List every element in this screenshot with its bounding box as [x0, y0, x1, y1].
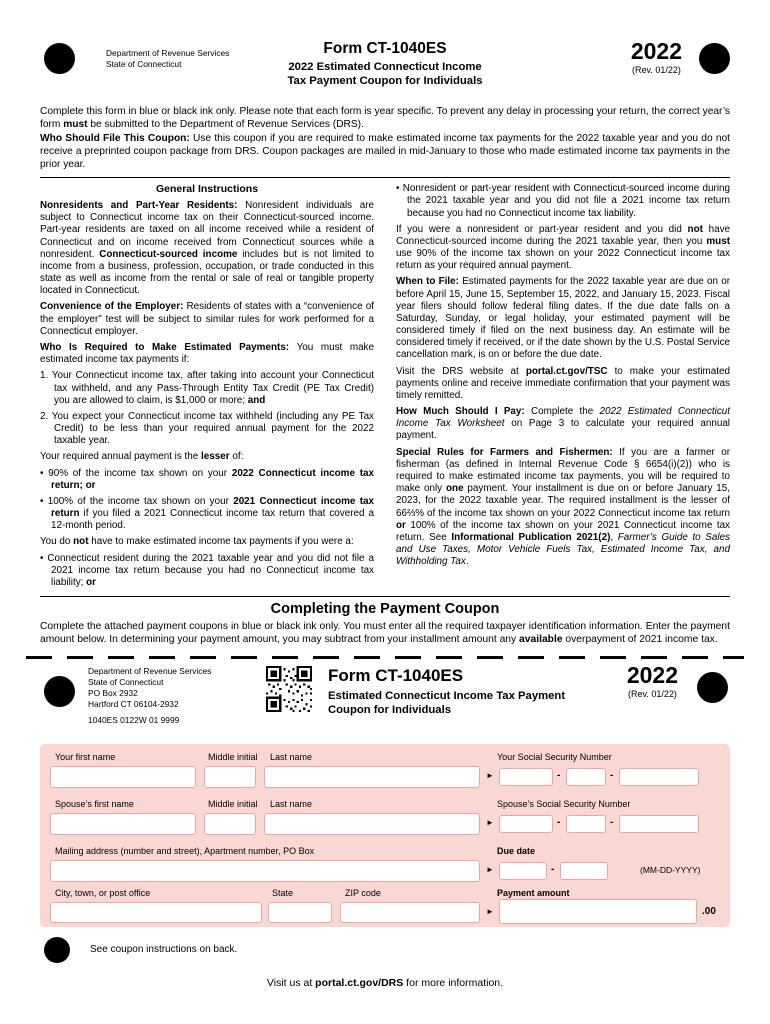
text-segment: and: [247, 394, 266, 406]
text-segment: Use this coupon if you are required to make estimated income tax payments for the 2022 taxable year and you do not receive a preprinted coupon package from DRS. Coupon packages are mailed in mid-January to those who made estimated income tax payments in the prior year.: [40, 133, 730, 170]
right-column-text: [396, 183, 730, 568]
last-name-label: Last name: [270, 799, 313, 810]
coupon-note: [0, 937, 770, 967]
coupon-subtitle: Coupon for Individuals: [328, 704, 452, 717]
text-segment: Special Rules for Farmers and Fishermen:: [396, 446, 620, 458]
payment-amount-label: Payment amount: [497, 888, 570, 899]
paragraph: [396, 406, 730, 443]
paragraph: [396, 447, 730, 569]
left-column: [40, 183, 374, 593]
text-segment: 1. Your Connecticut income tax, after taking into account your Connecticut tax withheld, and any Pass-Through Entity Tax Credit (PE Tax Credit) you are allowed to claim, is $1,000 or more;: [40, 370, 374, 406]
form-header: [0, 40, 770, 100]
text-segment: for more information.: [403, 977, 504, 990]
due-date-input-1[interactable]: [499, 862, 547, 880]
revision-date: (Rev. 01/22): [627, 689, 677, 700]
year-block: [627, 664, 678, 699]
completing-section: [0, 601, 770, 647]
text-segment: overpayment of 2021 income tax.: [562, 634, 718, 646]
revision-date: (Rev. 01/22): [631, 65, 681, 75]
agency-line: Department of Revenue Services: [88, 666, 212, 677]
text-segment: Farmer’s Guide to Sales and Use Taxes, Motor Vehicle Fuels Tax, Estimated Income Tax, and Withholding Tax: [396, 531, 730, 568]
intro-paragraph: [40, 133, 730, 171]
text-segment: to make your estimated payments online and receive immediate confirmation that your payment was timely remitted.: [396, 365, 730, 401]
mailing-address-label: Mailing address (number and street), Apartment number, PO Box: [55, 846, 315, 857]
last-name-label: Last name: [270, 752, 313, 763]
tax-year: 2022: [630, 38, 682, 64]
paragraph: [40, 342, 374, 366]
text-segment: You must make estimated income tax payments if:: [40, 342, 374, 366]
dash-separator: -: [551, 864, 555, 876]
payment-amount-input[interactable]: [499, 899, 697, 924]
text-segment: Complete the attached payment coupons in blue or black ink only. You must enter all the required taxpayer identification information. Enter the payment amount below. In determining your payment amount, you may subtract from your installment amount any: [40, 621, 730, 646]
form-subtitle: 2022 Estimated Connecticut Income: [288, 61, 482, 73]
text-segment: If you were a nonresident or part-year resident and you did: [396, 223, 688, 235]
text-segment: lesser: [201, 451, 230, 463]
dash-separator: -: [557, 770, 561, 782]
text-segment: You do: [40, 536, 74, 548]
cents-suffix: .00: [702, 906, 716, 918]
intro-paragraph: [40, 106, 730, 131]
text-segment: 2022 Connecticut income tax return; or: [51, 467, 374, 491]
text-segment: • Nonresident or part-year resident with Connecticut-sourced income during the 2021 taxable year and you did not file a 2021 income tax return because you had no Connecticut income tax liability.: [396, 183, 730, 219]
paragraph: [396, 366, 730, 403]
agency-line: Department of Revenue Services: [106, 48, 230, 58]
due-date-format-hint: (MM-DD-YYYY): [640, 865, 701, 876]
spouse-first-name-input[interactable]: [50, 813, 196, 835]
middle-initial-input[interactable]: [204, 766, 256, 788]
text-segment: includes but is not limited to income from a business, profession, occupation, or trade conducted in this state as well as income from the rental or sale of real or tangible property located in Connecticut.: [40, 248, 374, 297]
paragraph: [396, 276, 730, 361]
right-column: [396, 183, 730, 593]
state-label: State: [272, 888, 294, 899]
ssn-input-1[interactable]: [499, 768, 553, 786]
text-segment: Nonresident individuals are subject to Connecticut income tax on their Connecticut-sourced income. Part-year residents are taxed on all income received while a resident of Connecticut and on income received from Connecticut sources while a nonresident.: [40, 200, 374, 260]
text-segment: have to make estimated income tax payments if you were a:: [88, 536, 354, 548]
text-segment: or: [86, 576, 96, 588]
form-subtitle: Tax Payment Coupon for Individuals: [287, 75, 483, 88]
zip-code-label: ZIP code: [345, 888, 381, 899]
middle-initial-label: Middle initial: [208, 799, 258, 810]
text-segment: Complete the: [530, 406, 600, 418]
middle-initial-label: Middle initial: [208, 752, 258, 763]
text-segment: Nonresidents and Part-Year Residents:: [40, 200, 246, 212]
spouse-ssn-input-2[interactable]: [566, 815, 606, 833]
spouse-last-name-input[interactable]: [264, 813, 480, 835]
section-title: General Instructions: [155, 183, 259, 196]
footer-text: [0, 977, 770, 989]
first-name-input[interactable]: [50, 766, 196, 788]
dash-separator: -: [610, 817, 614, 829]
text-segment: Complete this form in blue or black ink only. Please note that each form is year specific. To prevent any delay in processing your return, the correct year’s form: [40, 106, 730, 130]
paragraph: [40, 496, 374, 533]
spouse-ssn-label: Spouse’s Social Security Number: [497, 799, 631, 810]
agency-line: State of Connecticut: [88, 676, 164, 687]
paragraph: [40, 370, 374, 407]
paragraph: [40, 536, 374, 548]
ssn-label: Your Social Security Number: [497, 752, 612, 763]
text-segment: Connecticut-sourced income: [99, 248, 238, 260]
coupon-instructions-note: See coupon instructions on back.: [90, 944, 238, 956]
text-segment: Who Should File This Coupon:: [40, 133, 190, 145]
agency-block: [106, 48, 229, 70]
text-segment: 2022 Estimated Connecticut Income Tax Worksheet: [396, 406, 730, 430]
registration-mark-icon: [697, 672, 728, 703]
cut-line: [26, 656, 744, 659]
text-segment: ,: [610, 531, 618, 543]
agency-line: Hartford CT 06104-2932: [88, 698, 179, 709]
city-label: City, town, or post office: [55, 888, 151, 899]
spouse-middle-initial-input[interactable]: [204, 813, 256, 835]
text-segment: must: [706, 235, 730, 247]
text-segment: portal.ct.gov/TSC: [525, 365, 608, 377]
paragraph: [396, 183, 730, 220]
form-code-line: 1040ES 0122W 01 9999: [88, 714, 180, 725]
agency-line: State of Connecticut: [106, 58, 182, 69]
coupon-title-block: [328, 666, 565, 717]
registration-mark-icon: [699, 43, 730, 74]
year-block: [631, 40, 682, 75]
paragraph: [40, 200, 374, 297]
text-segment: Informational Publication 2021(2): [451, 531, 611, 543]
mailing-address-input[interactable]: [50, 860, 480, 882]
form-title-block: [225, 40, 545, 88]
paragraph: [40, 301, 374, 338]
ssn-input-3[interactable]: [619, 768, 699, 786]
paragraph: [40, 468, 374, 492]
text-segment: have Connecticut-sourced income during the 2021 taxable year, then you: [396, 223, 730, 247]
text-segment: if you filed a 2021 Connecticut income tax return that covered a 12-month period.: [51, 508, 374, 532]
qr-code-icon: [266, 666, 312, 712]
text-segment: When to File:: [396, 276, 463, 288]
text-segment: Your required annual payment is the: [40, 451, 202, 463]
section-title: Completing the Payment Coupon: [270, 601, 500, 618]
text-segment: • 100% of the income tax shown on your: [40, 495, 234, 507]
city-input[interactable]: [50, 902, 262, 923]
ssn-input-2[interactable]: [566, 768, 606, 786]
arrow-icon: ►: [486, 907, 494, 917]
text-segment: payment. Your installment is due on or before January 15, 2023, for the 2022 taxable year. The required installment is the lesser of 66⅔% of the income tax shown on your 2022 Connecticut income tax return: [396, 483, 730, 519]
paragraph: [40, 451, 374, 463]
coupon-field-area: [40, 744, 730, 927]
text-segment: Visit the DRS website at: [396, 365, 526, 377]
paragraph: [396, 224, 730, 273]
general-instructions-section: [40, 183, 730, 593]
text-segment: 2021 Connecticut income tax return: [51, 495, 374, 520]
text-segment: How Much Should I Pay:: [396, 406, 531, 418]
text-segment: • Connecticut resident during the 2021 taxable year and you did not file a 2021 income tax return because you had no Connecticut income tax liability;: [40, 552, 374, 588]
paragraph: [40, 411, 374, 448]
text-segment: use 90% of the income tax shown on your 2022 Connecticut income tax return as your required annual payment.: [396, 248, 730, 272]
arrow-icon: ►: [486, 865, 494, 875]
first-name-label: Your first name: [55, 752, 116, 763]
text-segment: be submitted to the Department of Revenue Services (DRS).: [87, 118, 364, 130]
due-date-label: Due date: [497, 846, 536, 857]
text-segment: Estimated payments for the 2022 taxable year are due on or before April 15, June 15, September 15, 2022, and January 15, 2023. Fiscal year filers should follow federal filing dates. If the due date falls on a Saturday, Sunday, or legal holiday, your estimated payment will be considered timely if filed on the next business day. An estimate will be considered timely if received, or if the date shown by the U.S. Postal Service cancellation mark, is on or before the due date.: [396, 276, 730, 361]
dash-separator: -: [610, 770, 614, 782]
spouse-ssn-input-3[interactable]: [619, 815, 699, 833]
text-segment: Who Is Required to Make Estimated Payments:: [40, 342, 297, 353]
divider: [40, 596, 730, 597]
spouse-ssn-input-1[interactable]: [499, 815, 553, 833]
text-segment: .: [465, 556, 469, 568]
coupon-title: Form CT-1040ES: [328, 666, 464, 686]
due-date-input-2[interactable]: [560, 862, 608, 880]
left-column-text: [40, 200, 374, 589]
text-segment: not: [687, 223, 703, 235]
text-segment: must: [63, 118, 88, 130]
tax-year: 2022: [626, 662, 678, 689]
text-segment: of:: [229, 451, 244, 463]
completing-paragraph: [40, 621, 730, 647]
registration-mark-icon: [44, 937, 70, 963]
text-segment: or: [396, 519, 406, 531]
text-segment: 100% of the income tax shown on your 2021 Connecticut income tax return. See: [396, 519, 730, 543]
spouse-first-name-label: Spouse’s first name: [55, 799, 134, 810]
registration-mark-icon: [44, 676, 75, 707]
arrow-icon: ►: [486, 818, 494, 828]
text-segment: 2. You expect your Connecticut income tax withheld (including any PE Tax Credit) to be less than your required annual payment for the 2022 taxable year.: [40, 410, 374, 447]
text-segment: Residents of states with a “convenience of the employer” test will be subject to similar rules for work performed for a Connecticut employer.: [40, 301, 374, 337]
registration-mark-icon: [44, 43, 75, 74]
coupon-subtitle: Estimated Connecticut Income Tax Payment: [328, 690, 566, 703]
paragraph: [40, 553, 374, 590]
agency-line: PO Box 2932: [88, 687, 138, 698]
text-segment: not: [73, 536, 89, 548]
arrow-icon: ►: [486, 771, 494, 781]
text-segment: Convenience of the Employer:: [40, 301, 187, 313]
dash-separator: -: [557, 817, 561, 829]
text-segment: Visit us at: [266, 977, 316, 990]
page-footer: [0, 977, 770, 989]
agency-address-block: [88, 666, 211, 726]
text-segment: one: [446, 483, 464, 495]
text-segment: on Page 3 to calculate your required annual payment.: [396, 418, 731, 442]
text-segment: • 90% of the income tax shown on your: [40, 467, 232, 479]
page-title: Form CT-1040ES: [323, 40, 447, 57]
intro-section: [40, 106, 730, 171]
state-input[interactable]: [268, 902, 332, 923]
last-name-input[interactable]: [264, 766, 480, 788]
text-segment: If you are a farmer or fisherman (as defined in Internal Revenue Code § 6654(i)(2)) who is required to make estimated income tax payments, you will be required to make only: [396, 446, 730, 495]
zip-code-input[interactable]: [340, 902, 480, 923]
text-segment: portal.ct.gov/DRS: [315, 977, 404, 990]
text-segment: available: [519, 634, 563, 646]
divider: [40, 177, 730, 178]
coupon-header: [0, 664, 770, 742]
